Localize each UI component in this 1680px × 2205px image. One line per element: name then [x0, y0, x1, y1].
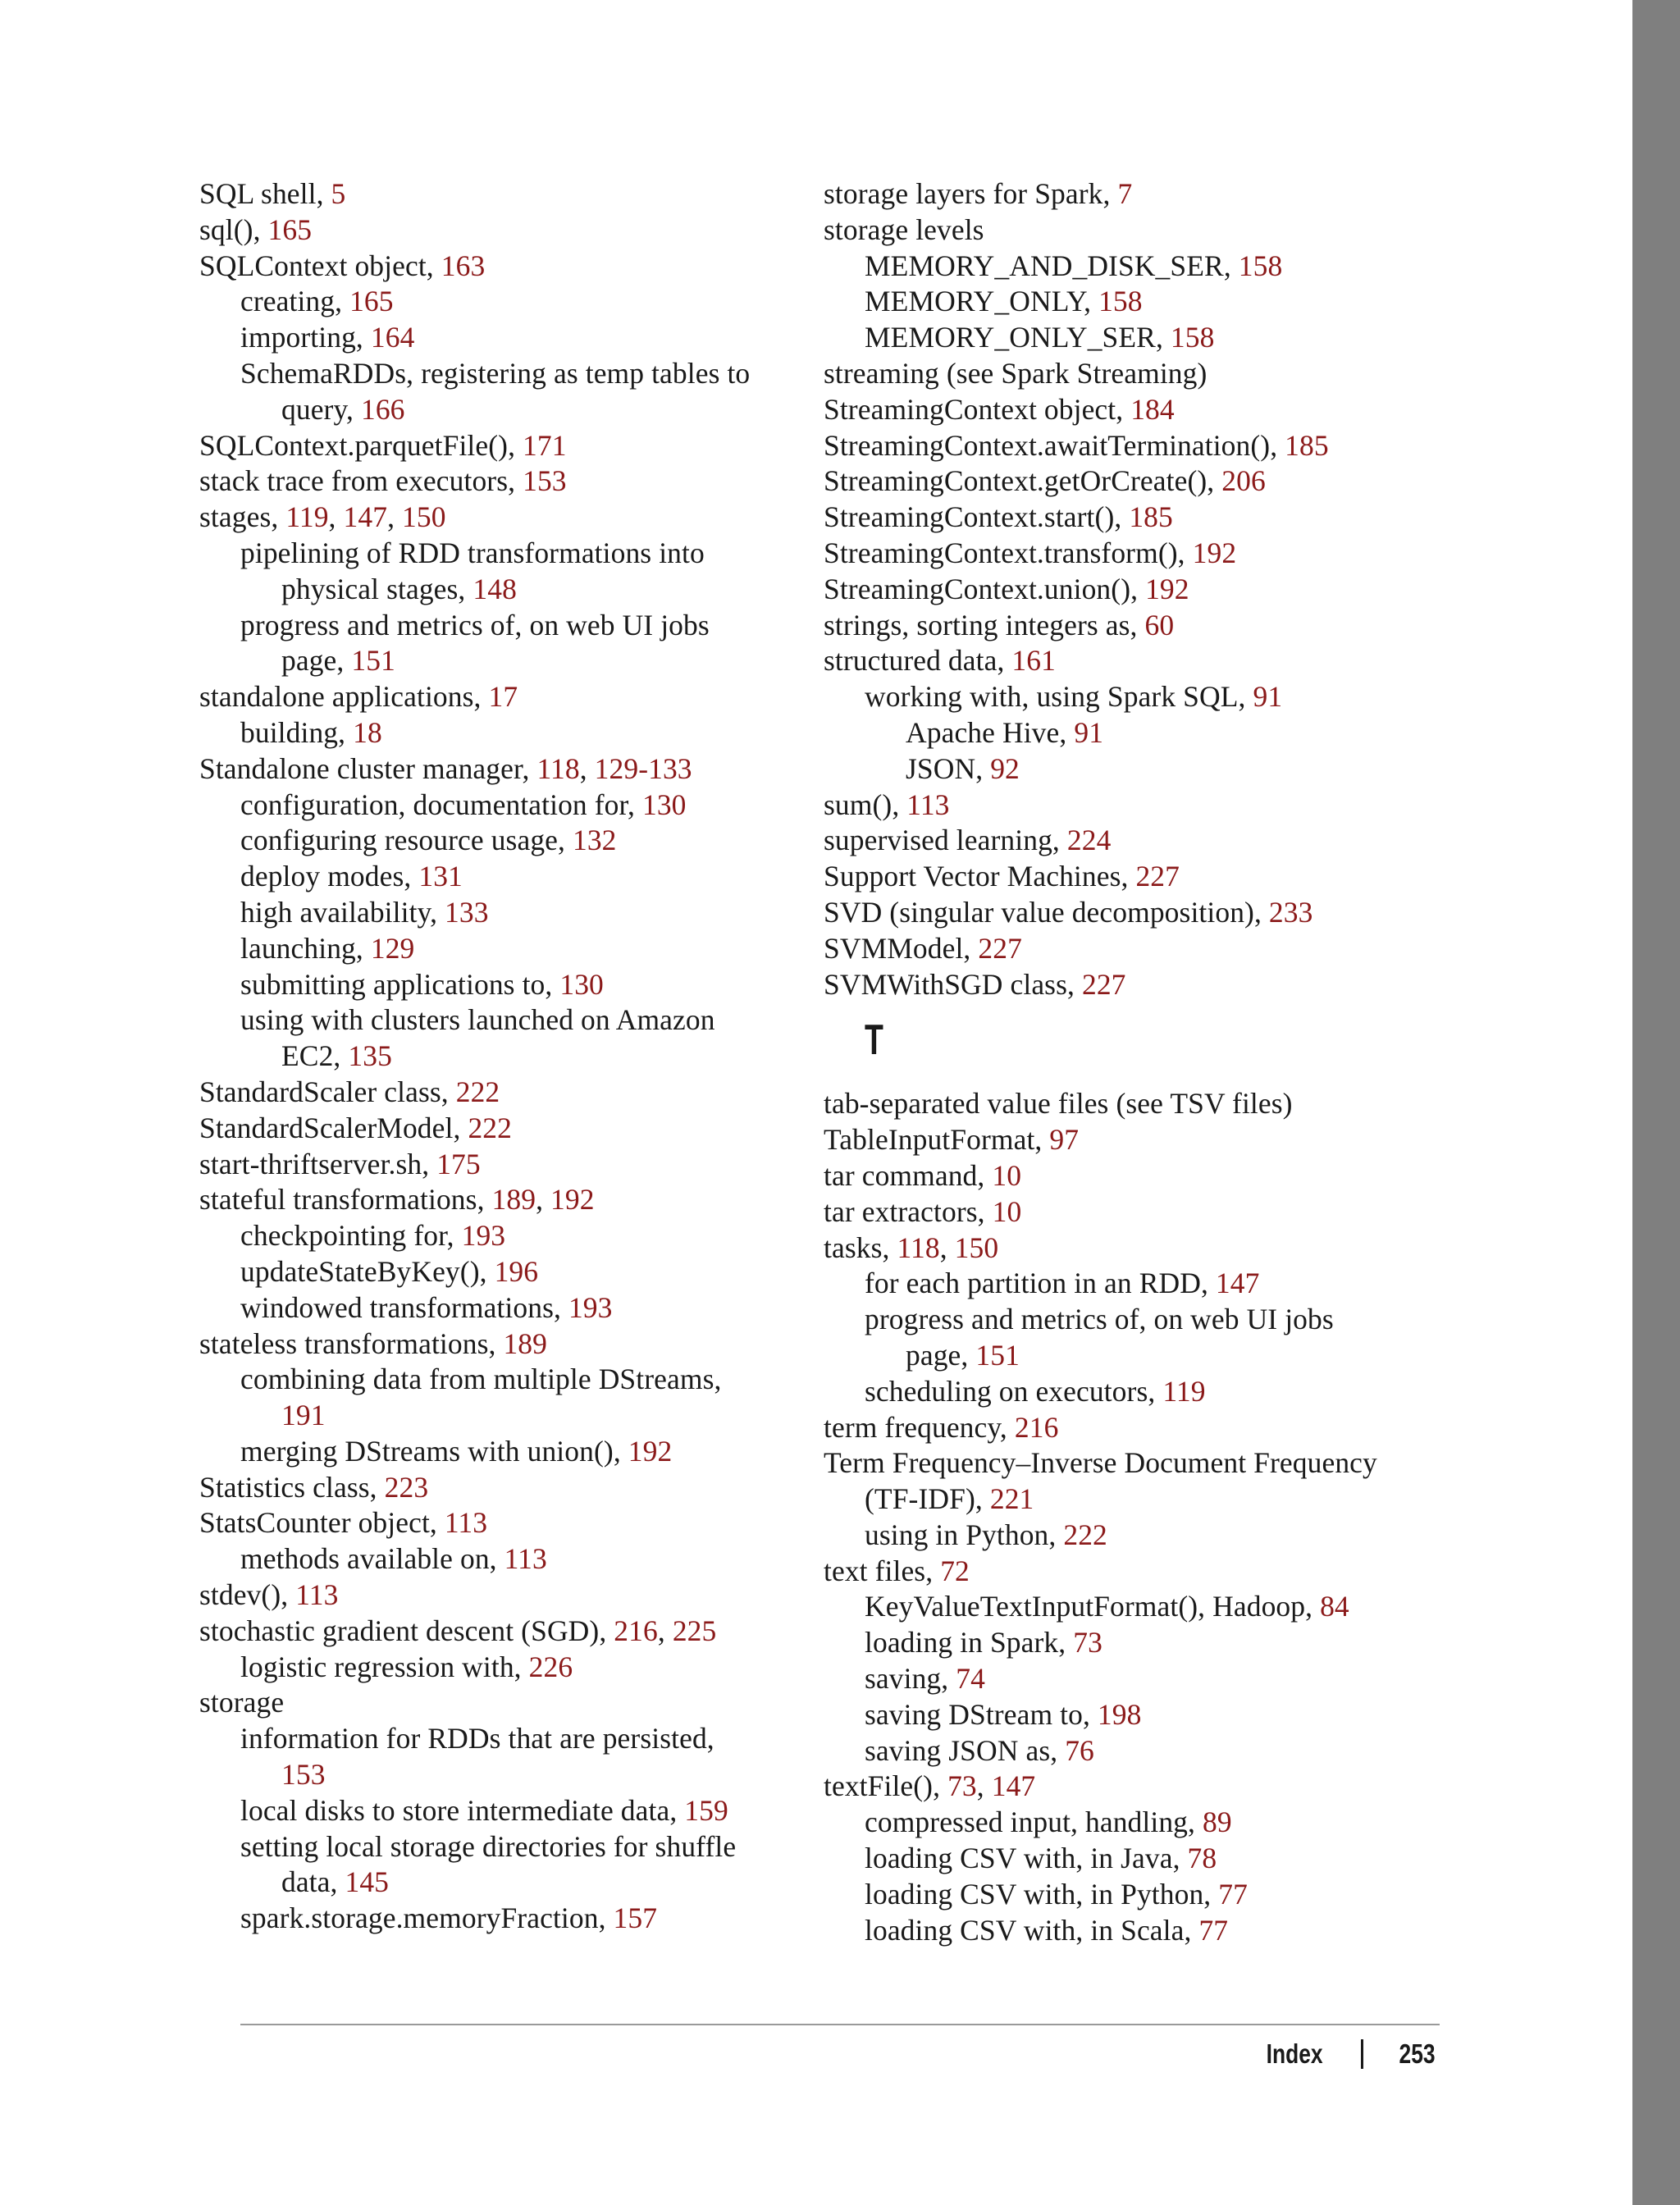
index-entry: [824, 1589, 1463, 1625]
index-term: Standalone cluster manager,: [199, 751, 537, 785]
index-term: checkpointing for,: [240, 1219, 462, 1253]
index-term: tab-separated value files (see TSV files): [824, 1087, 1293, 1121]
index-term: deploy modes,: [240, 860, 419, 893]
index-entry: [824, 572, 1463, 608]
page-reference-link[interactable]: 17: [488, 680, 518, 714]
page-reference-link[interactable]: 227: [1135, 860, 1180, 893]
page-reference-link[interactable]: 118: [897, 1230, 940, 1264]
index-entry: [824, 536, 1463, 572]
index-entry: [824, 1086, 1463, 1122]
index-entry: [824, 715, 1463, 751]
index-term: saving,: [865, 1662, 956, 1696]
index-entry: [199, 1865, 831, 1901]
index-term: storage levels: [824, 212, 984, 246]
page-reference-link[interactable]: 130: [559, 967, 604, 1001]
index-term: progress and metrics of, on web UI jobs: [865, 1303, 1334, 1336]
page-reference-link[interactable]: 10: [992, 1194, 1022, 1228]
footer-section-title: Index: [1266, 2038, 1323, 2069]
index-term: sql(),: [199, 212, 268, 246]
index-term: StreamingContext.getOrCreate(),: [824, 464, 1222, 498]
index-term: storage layers for Spark,: [824, 177, 1118, 210]
index-term: logistic regression with,: [240, 1650, 529, 1683]
index-entry: [824, 1877, 1463, 1913]
page-reference-link[interactable]: 193: [461, 1219, 506, 1253]
index-entry: [824, 859, 1463, 895]
page-reference-link[interactable]: 150: [402, 500, 446, 534]
index-entry: [824, 1481, 1463, 1518]
index-entry: [824, 1374, 1463, 1410]
page-reference-link[interactable]: 133: [445, 895, 489, 929]
index-term: data,: [281, 1865, 345, 1899]
index-term: loading CSV with, in Scala,: [865, 1913, 1199, 1947]
index-entry: [824, 356, 1463, 392]
page-reference-link[interactable]: 216: [614, 1614, 658, 1647]
index-term: StreamingContext.start(),: [824, 500, 1130, 534]
index-term: SVD (singular value decomposition),: [824, 895, 1269, 929]
page-reference-link[interactable]: 131: [418, 860, 463, 893]
index-term: working with, using Spark SQL,: [865, 680, 1253, 714]
index-entry: [824, 1625, 1463, 1661]
index-entry: Standalone cluster manager, 118, 129-133: [199, 751, 692, 785]
page-reference-link[interactable]: 223: [384, 1470, 429, 1504]
index-term: start-thriftserver.sh,: [199, 1147, 437, 1180]
index-term: StreamingContext.awaitTermination(),: [824, 428, 1285, 462]
page-reference-link[interactable]: 192: [550, 1183, 595, 1217]
index-term: local disks to store intermediate data,: [240, 1793, 685, 1827]
index-term: SQLContext object,: [199, 249, 441, 282]
page-reference-link[interactable]: 222: [1063, 1518, 1107, 1551]
page-reference-link[interactable]: 222: [455, 1075, 500, 1108]
footer-separator: [1361, 2039, 1363, 2069]
index-term: configuring resource usage,: [240, 824, 573, 857]
page-reference-link[interactable]: 216: [1014, 1410, 1059, 1444]
index-term: compressed input, handling,: [865, 1806, 1203, 1839]
index-term: EC2,: [281, 1039, 349, 1073]
index-entry: [199, 1290, 831, 1326]
page-reference-link[interactable]: 113: [906, 788, 950, 821]
index-term: SVMWithSGD class,: [824, 967, 1082, 1001]
index-term: tar extractors,: [824, 1194, 993, 1228]
page-reference-link[interactable]: 159: [684, 1793, 728, 1827]
page-reference-link[interactable]: 153: [281, 1758, 326, 1792]
index-entry: [199, 249, 831, 285]
index-entry: [824, 751, 1463, 788]
page-reference-link[interactable]: 113: [295, 1578, 339, 1612]
index-term: stateful transformations,: [199, 1183, 492, 1217]
page-reference-link[interactable]: 151: [351, 644, 395, 678]
index-term: loading CSV with, in Java,: [865, 1842, 1188, 1875]
index-term: windowed transformations,: [240, 1290, 568, 1324]
index-entry: [199, 1757, 831, 1793]
index-entry: [199, 572, 831, 608]
page-reference-link[interactable]: 193: [568, 1290, 613, 1324]
index-term: spark.storage.memoryFraction,: [240, 1901, 614, 1935]
index-term: loading in Spark,: [865, 1626, 1074, 1659]
page-reference-link[interactable]: 158: [1170, 321, 1215, 354]
index-term: stages,: [199, 500, 286, 534]
page-reference-link[interactable]: 150: [954, 1230, 999, 1264]
index-term: structured data,: [824, 644, 1012, 678]
page-reference-link[interactable]: 227: [978, 931, 1022, 965]
index-entry: [199, 715, 831, 751]
page-reference-link[interactable]: 78: [1187, 1842, 1217, 1875]
page-reference-link[interactable]: 130: [641, 788, 687, 821]
index-entry: [199, 895, 831, 931]
page-reference-link[interactable]: 97: [1049, 1123, 1080, 1157]
page-reference-link[interactable]: 92: [990, 751, 1020, 785]
page-reference-link[interactable]: 60: [1144, 608, 1175, 641]
index-term: MEMORY_ONLY,: [865, 285, 1099, 318]
index-entry: [824, 249, 1463, 285]
index-entry: [199, 1218, 831, 1254]
index-entry: [824, 608, 1463, 644]
index-entry: [824, 1805, 1463, 1841]
index-term: progress and metrics of, on web UI jobs: [240, 608, 710, 641]
index-term: StreamingContext.union(),: [824, 572, 1146, 605]
index-term: Term Frequency–Inverse Document Frequency: [824, 1446, 1377, 1480]
index-entry: [824, 1733, 1463, 1769]
index-entry: [199, 428, 831, 464]
index-term: strings, sorting integers as,: [824, 608, 1145, 641]
index-entry: [824, 500, 1463, 536]
index-entry: [824, 1554, 1463, 1590]
index-term: tasks,: [824, 1230, 897, 1264]
index-term: for each partition in an RDD,: [865, 1267, 1216, 1300]
page-reference-link[interactable]: 89: [1202, 1806, 1232, 1839]
index-entry: tasks, 118, 150: [824, 1230, 999, 1264]
page-reference-link[interactable]: 221: [989, 1482, 1034, 1516]
index-term: importing,: [240, 321, 371, 354]
page-reference-link[interactable]: 147: [1215, 1267, 1260, 1300]
index-entry: [199, 536, 831, 572]
index-entry: [824, 1410, 1463, 1446]
index-term: combining data from multiple DStreams,: [240, 1363, 722, 1396]
page-reference-link[interactable]: 192: [1145, 572, 1189, 605]
index-entry: [199, 1111, 831, 1147]
page-reference-link[interactable]: 148: [472, 572, 517, 605]
index-term: using with clusters launched on Amazon: [240, 1003, 715, 1037]
index-entry: [199, 1901, 831, 1937]
index-term: building,: [240, 715, 354, 749]
page-reference-link[interactable]: 225: [672, 1614, 717, 1647]
page-reference-link[interactable]: 73: [947, 1769, 977, 1803]
index-term: stdev(),: [199, 1578, 296, 1612]
index-entry: [199, 679, 831, 715]
index-term: Support Vector Machines,: [824, 860, 1136, 893]
index-entry: [824, 643, 1463, 679]
index-term: MEMORY_AND_DISK_SER,: [865, 249, 1239, 282]
index-term: sum(),: [824, 788, 907, 821]
page-reference-link[interactable]: 196: [494, 1254, 539, 1288]
section-heading: T: [865, 1016, 883, 1065]
index-term: stateless transformations,: [199, 1326, 504, 1360]
index-entry: [199, 1577, 831, 1614]
page-reference-link[interactable]: 91: [1074, 715, 1104, 749]
page-reference-link[interactable]: 5: [331, 177, 346, 210]
index-term: (TF-IDF),: [865, 1482, 990, 1516]
page-reference-link[interactable]: 184: [1130, 392, 1175, 426]
page-reference-link[interactable]: 158: [1238, 249, 1283, 282]
page-reference-link[interactable]: 191: [281, 1399, 326, 1432]
index-term: KeyValueTextInputFormat(), Hadoop,: [865, 1590, 1321, 1623]
page-number: 253: [1399, 2038, 1436, 2069]
page-reference-link[interactable]: 10: [992, 1158, 1022, 1192]
page-reference-link[interactable]: 189: [491, 1183, 536, 1217]
page-reference-link[interactable]: 198: [1097, 1697, 1142, 1731]
page-reference-link[interactable]: 113: [444, 1506, 488, 1540]
page-reference-link[interactable]: 163: [441, 249, 486, 282]
page-reference-link[interactable]: 129-133: [594, 751, 692, 785]
index-term: SchemaRDDs, registering as temp tables to: [240, 356, 751, 390]
index-term: storage: [199, 1686, 285, 1719]
index-entry: [824, 788, 1463, 824]
page-footer: [1259, 2036, 1440, 2072]
index-term: setting local storage directories for shuffle: [240, 1829, 737, 1863]
index-entry: [199, 463, 831, 500]
page-reference-link[interactable]: 175: [436, 1147, 481, 1180]
index-entry: [199, 608, 831, 644]
index-entry: [199, 1721, 831, 1757]
page-reference-link[interactable]: 113: [504, 1542, 547, 1576]
index-entry: [824, 895, 1463, 931]
index-column-left: [199, 176, 831, 1937]
index-term: MEMORY_ONLY_SER,: [865, 321, 1171, 354]
index-entry: [824, 463, 1463, 500]
index-term: streaming (see Spark Streaming): [824, 356, 1208, 390]
index-entry: [199, 1541, 831, 1577]
index-term: merging DStreams with union(),: [240, 1434, 628, 1468]
index-term: Apache Hive,: [906, 715, 1075, 749]
index-entry: stochastic gradient descent (SGD), 216, 225: [199, 1614, 717, 1647]
page-reference-link[interactable]: 166: [360, 392, 405, 426]
index-term: StreamingContext.transform(),: [824, 536, 1193, 569]
page-reference-link[interactable]: 171: [523, 428, 567, 462]
index-entry: [199, 1505, 831, 1541]
index-term: loading CSV with, in Python,: [865, 1877, 1219, 1911]
page-reference-link[interactable]: 224: [1066, 824, 1112, 857]
page-reference-link[interactable]: 233: [1268, 895, 1313, 929]
index-entry: stages, 119, 147, 150: [199, 500, 446, 534]
index-entry: [824, 1302, 1463, 1338]
page-reference-link[interactable]: 119: [285, 500, 329, 534]
index-term: page,: [906, 1338, 976, 1372]
index-entry: [199, 320, 831, 356]
page-reference-link[interactable]: 185: [1129, 500, 1173, 534]
page-reference-link[interactable]: 147: [343, 500, 388, 534]
index-term: StandardScalerModel,: [199, 1111, 468, 1144]
page-reference-link[interactable]: 77: [1218, 1877, 1248, 1911]
index-entry: [824, 931, 1463, 967]
page-reference-link[interactable]: 157: [613, 1901, 658, 1935]
index-term: saving DStream to,: [865, 1697, 1098, 1731]
index-term: StatsCounter object,: [199, 1506, 445, 1540]
index-entry: [824, 284, 1463, 320]
index-entry: [824, 1194, 1463, 1230]
index-term: high availability,: [240, 895, 445, 929]
page-reference-link[interactable]: 165: [267, 212, 313, 246]
index-term: submitting applications to,: [240, 967, 560, 1001]
index-entry: [199, 1685, 831, 1721]
index-term: configuration, documentation for,: [240, 788, 642, 821]
index-entry: [824, 1445, 1463, 1481]
index-entry: [824, 1338, 1463, 1374]
index-entry: [199, 823, 831, 859]
index-entry: [824, 1697, 1463, 1733]
index-entry: [199, 788, 831, 824]
page-reference-link[interactable]: 147: [991, 1769, 1036, 1803]
index-entry: [199, 1002, 831, 1039]
index-term: methods available on,: [240, 1542, 504, 1576]
index-term: JSON,: [906, 751, 991, 785]
index-entry: [824, 428, 1463, 464]
page-reference-link[interactable]: 164: [370, 321, 415, 354]
page-reference-link[interactable]: 76: [1065, 1733, 1094, 1767]
index-entry: [199, 212, 831, 249]
index-term: tar command,: [824, 1158, 993, 1192]
index-entry: [199, 284, 831, 320]
index-term: saving JSON as,: [865, 1733, 1066, 1767]
index-entry: [199, 967, 831, 1003]
index-entry: [199, 1254, 831, 1290]
index-term: SQLContext.parquetFile(),: [199, 428, 523, 462]
index-entry: [199, 1434, 831, 1470]
index-entry: [199, 931, 831, 967]
index-entry: [199, 643, 831, 679]
page-reference-link[interactable]: 72: [940, 1554, 970, 1587]
index-term: stochastic gradient descent (SGD),: [199, 1614, 614, 1647]
index-term: StreamingContext object,: [824, 392, 1131, 426]
index-term: updateStateByKey(),: [240, 1254, 495, 1288]
index-entry: [824, 1518, 1463, 1554]
page-reference-link[interactable]: 161: [1011, 644, 1056, 678]
index-entry: [199, 392, 831, 428]
page-reference-link[interactable]: 153: [523, 464, 567, 498]
index-entry: [824, 320, 1463, 356]
index-entry: [199, 1829, 831, 1865]
page-reference-link[interactable]: 91: [1253, 680, 1283, 714]
index-entry: [824, 1913, 1463, 1949]
index-entry: [199, 1470, 831, 1506]
index-term: StandardScaler class,: [199, 1075, 456, 1108]
index-column-right: [824, 176, 1463, 1948]
index-term: scheduling on executors,: [865, 1374, 1163, 1408]
index-term: creating,: [240, 285, 350, 318]
index-term: query,: [281, 392, 361, 426]
index-entry: [824, 1158, 1463, 1194]
index-entry: [824, 1266, 1463, 1302]
index-term: TableInputFormat,: [824, 1123, 1050, 1157]
index-entry: [824, 967, 1463, 1003]
index-entry: [824, 1122, 1463, 1158]
index-entry: [199, 1793, 831, 1829]
index-term: using in Python,: [865, 1518, 1064, 1551]
page-reference-link[interactable]: 132: [572, 824, 617, 857]
page-reference-link[interactable]: 189: [503, 1326, 548, 1360]
index-term: stack trace from executors,: [199, 464, 523, 498]
index-entry: [199, 1039, 831, 1075]
page-reference-link[interactable]: 145: [345, 1865, 390, 1899]
index-term: pipelining of RDD transformations into: [240, 536, 705, 569]
index-term: launching,: [240, 931, 371, 965]
index-entry: [199, 859, 831, 895]
page-reference-link[interactable]: 119: [1162, 1374, 1206, 1408]
page-reference-link[interactable]: 206: [1221, 464, 1266, 498]
page-edge-strip: [1632, 0, 1680, 2205]
page-reference-link[interactable]: 129: [370, 931, 415, 965]
index-entry: [824, 212, 1463, 249]
index-entry: [199, 1650, 831, 1686]
footer-rule: [240, 2024, 1440, 2025]
index-entry: [824, 176, 1463, 212]
index-term: SVMModel,: [824, 931, 979, 965]
index-entry: [199, 356, 831, 392]
index-entry: [824, 679, 1463, 715]
index-entry: [824, 1841, 1463, 1877]
page-reference-link[interactable]: 77: [1198, 1913, 1229, 1947]
page-reference-link[interactable]: 192: [628, 1434, 673, 1468]
page-reference-link[interactable]: 226: [528, 1650, 573, 1683]
page-reference-link[interactable]: 192: [1192, 536, 1237, 569]
index-term: SQL shell,: [199, 177, 331, 210]
page-reference-link[interactable]: 185: [1285, 428, 1329, 462]
page-reference-link[interactable]: 135: [348, 1039, 392, 1073]
page-reference-link[interactable]: 118: [536, 751, 580, 785]
index-entry: [199, 1147, 831, 1183]
index-term: physical stages,: [281, 572, 473, 605]
page-reference-link[interactable]: 165: [349, 285, 394, 318]
index-entry: stateful transformations, 189, 192: [199, 1183, 595, 1217]
index-term: textFile(),: [824, 1769, 948, 1803]
index-term: Statistics class,: [199, 1470, 385, 1504]
index-entry: [824, 823, 1463, 859]
index-entry: [199, 1398, 831, 1434]
page-reference-link[interactable]: 158: [1098, 285, 1143, 318]
index-entry: [199, 1326, 831, 1363]
index-term: text files,: [824, 1554, 941, 1587]
index-entry: [199, 1075, 831, 1111]
page-reference-link[interactable]: 84: [1320, 1590, 1349, 1623]
page-reference-link[interactable]: 74: [956, 1662, 985, 1696]
index-entry: [824, 1661, 1463, 1697]
page-reference-link[interactable]: 151: [975, 1338, 1020, 1372]
index-entry: textFile(), 73, 147: [824, 1769, 1036, 1803]
index-entry: [199, 176, 831, 212]
index-term: term frequency,: [824, 1410, 1015, 1444]
page-reference-link[interactable]: 73: [1073, 1626, 1102, 1659]
page-reference-link[interactable]: 227: [1081, 967, 1126, 1001]
index-term: information for RDDs that are persisted,: [240, 1722, 714, 1755]
page-reference-link[interactable]: 18: [353, 715, 382, 749]
page-reference-link[interactable]: 7: [1117, 177, 1133, 210]
index-entry: [824, 392, 1463, 428]
index-term: standalone applications,: [199, 680, 489, 714]
page-reference-link[interactable]: 222: [468, 1111, 512, 1144]
index-term: supervised learning,: [824, 824, 1067, 857]
index-entry: [199, 1362, 831, 1398]
index-term: page,: [281, 644, 352, 678]
